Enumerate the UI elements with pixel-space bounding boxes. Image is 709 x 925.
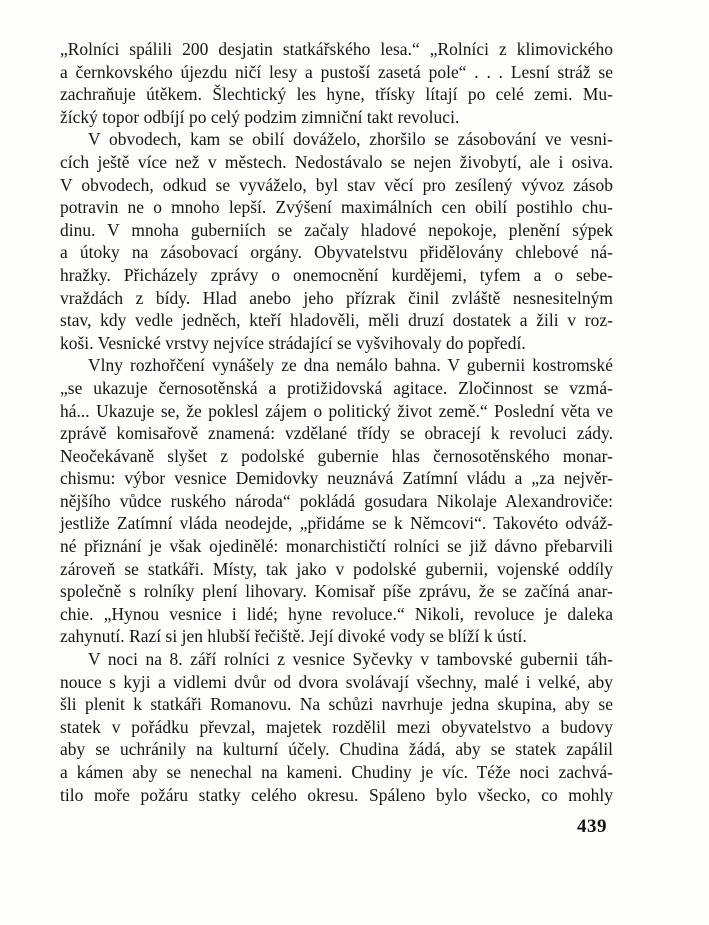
text-line: vraždách z bídy. Hlad anebo jeho přízrak činil zvláště nesnesitelným (60, 287, 613, 308)
text-line: né přiznání je však ojedinělé: monarchističtí rolníci se již dávno přebarvili (60, 536, 613, 557)
text-line: šli plenit k statkáři Romanovu. Na schůzi navrhuje jedna skupina, aby se (60, 694, 613, 715)
text-line: zároveň se statkáři. Místy, tak jako v podolské gubernii, vojenské oddíly (60, 558, 613, 579)
paragraph-2 (60, 128, 613, 354)
text-line: „Rolníci spálili 200 desjatin statkářského lesa.“ „Rolníci z klimovického (60, 39, 613, 59)
text-line: cích ještě více než v městech. Nedostávalo se nejen živobytí, ale i osiva. (60, 151, 613, 172)
text-line: a útoky na zásobovací orgány. Obyvatelstvu přidělovány chlebové ná- (60, 242, 613, 263)
text-line: nějšího vůdce ruského národa“ pokládá gosudara Nikolaje Alexandroviče: (60, 490, 613, 511)
text-line: chie. „Hynou vesnice i lidé; hyne revoluce.“ Nikoli, revoluce je daleka (60, 603, 613, 624)
text-line: V obvodech, odkud se vyváželo, byl stav věcí pro zesílený vývoz zásob (60, 174, 613, 195)
page-number: 439 (577, 816, 607, 837)
text-line: stav, kdy vedle jedněch, kteří hladověli, měli druzí dostatek a žili v roz- (60, 310, 613, 331)
text-line: aby se uchránily na kulturní účely. Chudina žádá, aby se statek zapálil (60, 739, 613, 760)
text-line: V obvodech, kam se obilí dováželo, zhoršilo se zásobování ve vesni- (88, 129, 613, 150)
paragraph-1 (60, 38, 613, 128)
text-line: jestliže Zatímní vláda neodejde, „přidáme se k Němcovi“. Takovéto odváž- (60, 513, 613, 534)
text-line: tilo moře požáru statky celého okresu. Spáleno bylo všecko, co mohly (60, 784, 613, 805)
body-text (60, 38, 613, 806)
text-line: zachraňuje útěkem. Šlechtický les hyne, třísky lítají po celé zemi. Mu- (60, 84, 613, 105)
paragraph-4 (60, 648, 613, 806)
text-line: dinu. V mnoha guberniích se začaly hladové nepokoje, plenění sýpek (60, 219, 613, 240)
paragraph-3 (60, 354, 613, 648)
text-line: V noci na 8. září rolníci z vesnice Syčevky v tambovské gubernii táh- (88, 649, 613, 670)
text-line: nouce s kyji a vidlemi dvůr od dvora svolávají všechny, malé i velké, aby (60, 671, 613, 692)
text-line: společně s rolníky plení lihovary. Komisař píše zprávu, že se začíná anar- (60, 581, 613, 602)
text-line: Neočekávaně slyšet z podolské gubernie hlas černosotěnského monar- (60, 445, 613, 466)
text-line: a černkovského újezdu ničí lesy a pustoší zasetá pole“ . . . Lesní stráž se (60, 61, 613, 82)
text-line: Vlny rozhořčení vynášely ze dna nemálo bahna. V gubernii kostromské (88, 355, 613, 376)
text-line: koši. Vesnické vrstvy nejvíce strádající se vyšvihovaly do popředí. (60, 332, 526, 353)
text-line: zprávě komisařově znamená: vzdělané třídy se obracejí k revoluci zády. (60, 423, 613, 444)
text-line: hražky. Přicházely zprávy o onemocnění kurdějemi, tyfem a o sebe- (60, 264, 613, 285)
text-line: a kámen aby se nenechal na kameni. Chudiny je víc. Téže noci zachvá- (60, 762, 613, 782)
text-line: „se ukazuje černosotěnská a protižidovská agitace. Zločinnost se vzmá- (60, 377, 613, 398)
text-line: zahynutí. Razí si jen hlubší řečiště. Její divoké vody se blíží k ústí. (60, 626, 527, 647)
text-line: statek v pořádku převzal, majetek rozdělil mezi obyvatelstvo a budovy (60, 716, 613, 737)
text-line: potravin ne o mnoho lepší. Zvýšení maximálních cen obilí postihlo chu- (60, 197, 613, 218)
text-line: chismu: výbor vesnice Demidovky neuznává Zatímní vládu a „za nejvěr- (60, 468, 613, 489)
text-line: žícký topor odbíjí po celý podzim zimniční takt revoluci. (60, 106, 460, 127)
text-line: há... Ukazuje se, že poklesl zájem o politický život země.“ Poslední věta ve (60, 400, 613, 421)
